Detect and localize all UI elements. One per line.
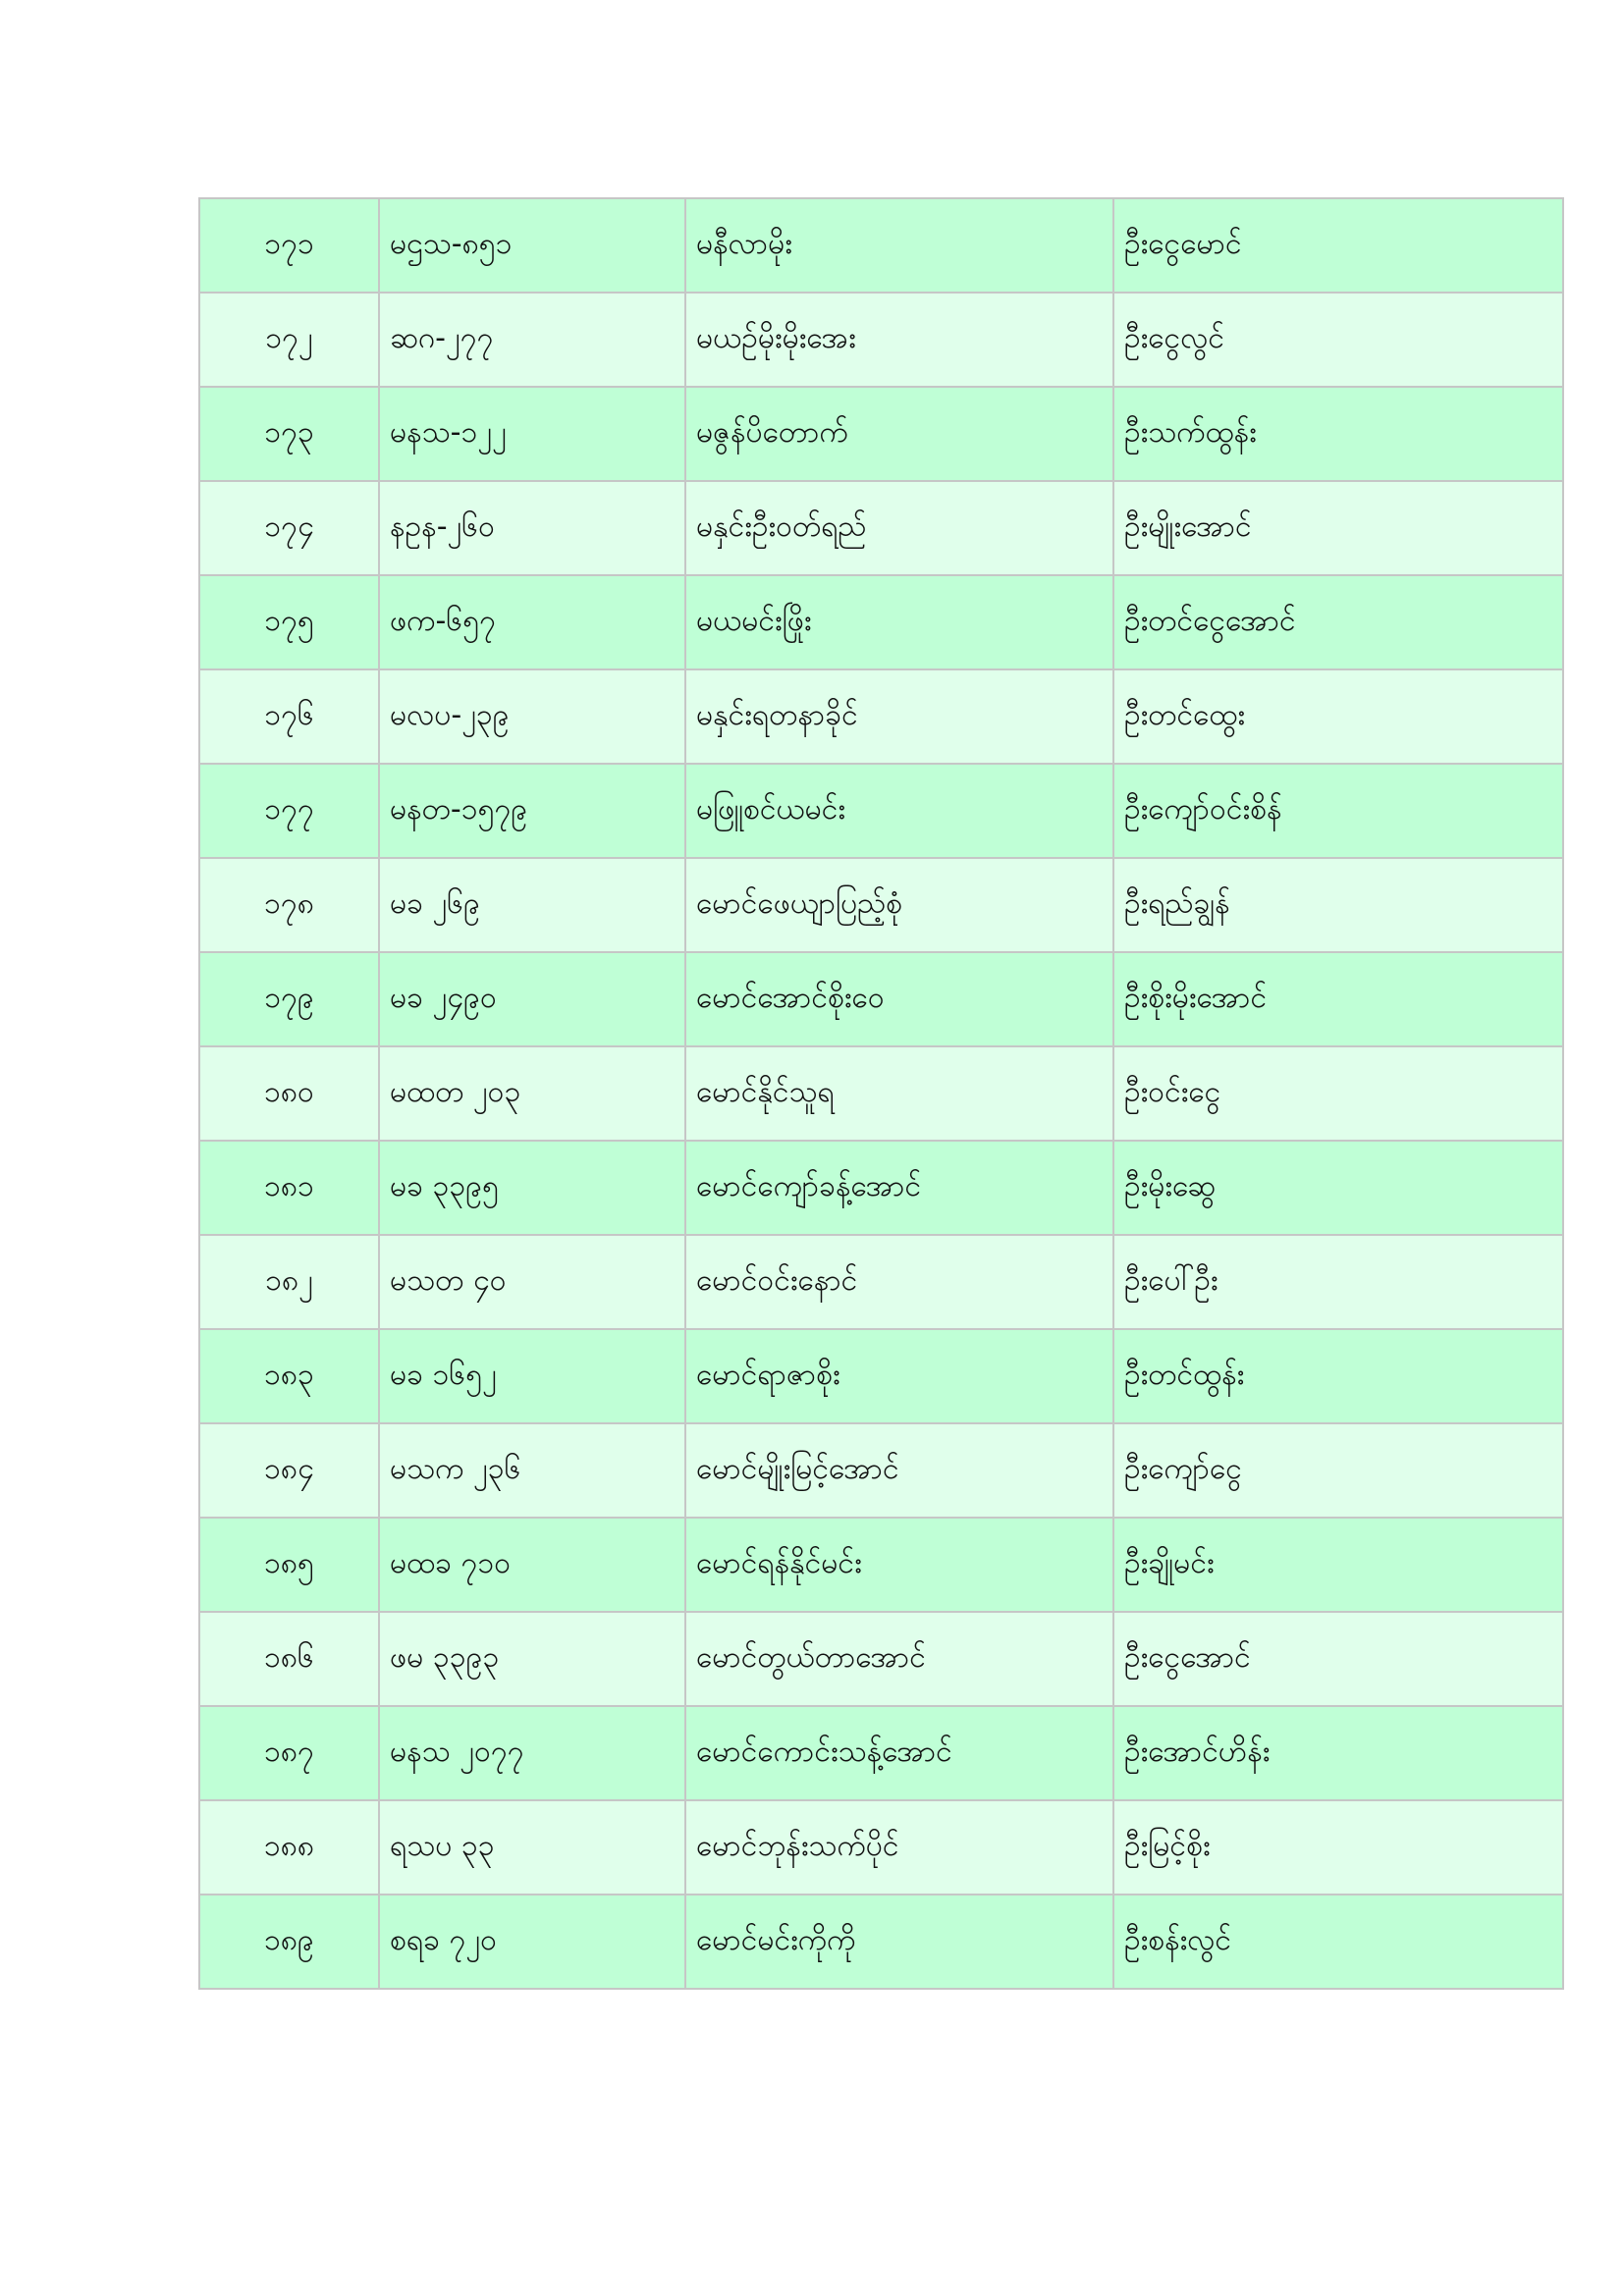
name-cell: မောင်ရန်နိုင်မင်း (685, 1518, 1113, 1612)
serial-number-cell: ၁၈၄ (199, 1423, 379, 1518)
id-code-cell: စရခ ၇၂၀ (379, 1895, 685, 1989)
serial-number-cell: ၁၈၈ (199, 1800, 379, 1895)
id-code-cell: မခ ၃၃၉၅ (379, 1141, 685, 1235)
id-code-cell: မနတ-၁၅၇၉ (379, 764, 685, 858)
serial-number-cell: ၁၇၅ (199, 575, 379, 669)
id-code-cell: မလပ-၂၃၉ (379, 669, 685, 764)
table-row (199, 1612, 1563, 1706)
serial-number-cell: ၁၈၂ (199, 1235, 379, 1329)
serial-number-cell: ၁၈၁ (199, 1141, 379, 1235)
father-name-cell: ဦးချိုမင်း (1113, 1518, 1563, 1612)
father-name-cell: ဦးတင်ငွေအောင် (1113, 575, 1563, 669)
father-name-cell: ဦးရည်ချွန် (1113, 858, 1563, 952)
serial-number-cell: ၁၇၇ (199, 764, 379, 858)
father-name-cell: ဦးသက်ထွန်း (1113, 387, 1563, 481)
father-name-cell: ဦးငွေလွင် (1113, 293, 1563, 387)
id-code-cell: ဖမ ၃၃၉၃ (379, 1612, 685, 1706)
name-cell: မောင်ဘုန်းသက်ပိုင် (685, 1800, 1113, 1895)
id-code-cell: မထခ ၇၁၀ (379, 1518, 685, 1612)
id-code-cell: မနသ ၂၀၇၇ (379, 1706, 685, 1800)
table-row (199, 1895, 1563, 1989)
id-code-cell: ဖက-၆၅၇ (379, 575, 685, 669)
table-row (199, 1706, 1563, 1800)
father-name-cell: ဦးမိုးဆွေ (1113, 1141, 1563, 1235)
father-name-cell: ဦးမျိုးအောင် (1113, 481, 1563, 575)
father-name-cell: ဦးကျော်ဝင်းစိန် (1113, 764, 1563, 858)
name-cell: မောင်ရာဇာစိုး (685, 1329, 1113, 1423)
serial-number-cell: ၁၇၆ (199, 669, 379, 764)
id-code-cell: မသတ ၄၀ (379, 1235, 685, 1329)
name-cell: မောင်အောင်စိုးဝေ (685, 952, 1113, 1046)
id-code-cell: မခ ၁၆၅၂ (379, 1329, 685, 1423)
name-cell: မောင်ကောင်းသန့်အောင် (685, 1706, 1113, 1800)
serial-number-cell: ၁၇၃ (199, 387, 379, 481)
table-row (199, 1046, 1563, 1141)
id-code-cell: မထတ ၂၀၃ (379, 1046, 685, 1141)
name-cell: မောင်နိုင်သူရ (685, 1046, 1113, 1141)
father-name-cell: ဦးပေါ်ဦး (1113, 1235, 1563, 1329)
id-code-cell: မနသ-၁၂၂ (379, 387, 685, 481)
father-name-cell: ဦးငွေအောင် (1113, 1612, 1563, 1706)
id-code-cell: မခ ၂၄၉၀ (379, 952, 685, 1046)
record-table (198, 197, 1564, 1990)
serial-number-cell: ၁၈၅ (199, 1518, 379, 1612)
name-cell: မောင်တွယ်တာအောင် (685, 1612, 1113, 1706)
name-cell: မောင်မင်းကိုကို (685, 1895, 1113, 1989)
father-name-cell: ဦးမြင့်စိုး (1113, 1800, 1563, 1895)
name-cell: မောင်ဝင်းနောင် (685, 1235, 1113, 1329)
father-name-cell: ဦးဝင်းငွေ (1113, 1046, 1563, 1141)
father-name-cell: ဦးအောင်ဟိန်း (1113, 1706, 1563, 1800)
table-row (199, 1423, 1563, 1518)
name-cell: မဖြူစင်ယမင်း (685, 764, 1113, 858)
serial-number-cell: ၁၇၂ (199, 293, 379, 387)
father-name-cell: ဦးတင်ထွေး (1113, 669, 1563, 764)
serial-number-cell: ၁၈၉ (199, 1895, 379, 1989)
serial-number-cell: ၁၈၀ (199, 1046, 379, 1141)
id-code-cell: ရသပ ၃၃ (379, 1800, 685, 1895)
name-cell: မယမင်းဖြိုး (685, 575, 1113, 669)
table-row (199, 952, 1563, 1046)
table-row (199, 1800, 1563, 1895)
table-row (199, 387, 1563, 481)
table-row (199, 858, 1563, 952)
name-cell: မောင်ဖေယျာပြည့်စုံ (685, 858, 1113, 952)
father-name-cell: ဦးစန်းလွင် (1113, 1895, 1563, 1989)
table-row (199, 1329, 1563, 1423)
table-row (199, 575, 1563, 669)
serial-number-cell: ၁၇၄ (199, 481, 379, 575)
serial-number-cell: ၁၈၆ (199, 1612, 379, 1706)
father-name-cell: ဦးတင်ထွန်း (1113, 1329, 1563, 1423)
table-row (199, 481, 1563, 575)
table-row (199, 1235, 1563, 1329)
id-code-cell: မဌသ-၈၅၁ (379, 198, 685, 293)
table-row (199, 1518, 1563, 1612)
id-code-cell: နဥန-၂၆၀ (379, 481, 685, 575)
table-row (199, 764, 1563, 858)
name-cell: မနီလာမိုး (685, 198, 1113, 293)
table-row (199, 198, 1563, 293)
name-cell: မနှင်းဦးဝတ်ရည် (685, 481, 1113, 575)
record-table-container (198, 197, 1562, 1990)
table-row (199, 669, 1563, 764)
father-name-cell: ဦးကျော်ငွေ (1113, 1423, 1563, 1518)
name-cell: မနှင်းရတနာခိုင် (685, 669, 1113, 764)
table-row (199, 293, 1563, 387)
name-cell: မဇွန်ပိတောက် (685, 387, 1113, 481)
father-name-cell: ဦးငွေမောင် (1113, 198, 1563, 293)
table-row (199, 1141, 1563, 1235)
serial-number-cell: ၁၇၈ (199, 858, 379, 952)
serial-number-cell: ၁၈၇ (199, 1706, 379, 1800)
serial-number-cell: ၁၇၁ (199, 198, 379, 293)
id-code-cell: မခ ၂၆၉ (379, 858, 685, 952)
record-table-body (199, 198, 1563, 1989)
id-code-cell: ဆဂ-၂၇၇ (379, 293, 685, 387)
name-cell: မောင်ကျော်ခန့်အောင် (685, 1141, 1113, 1235)
serial-number-cell: ၁၈၃ (199, 1329, 379, 1423)
id-code-cell: မသက ၂၃၆ (379, 1423, 685, 1518)
serial-number-cell: ၁၇၉ (199, 952, 379, 1046)
name-cell: မယဉ်မိုးမိုးအေး (685, 293, 1113, 387)
name-cell: မောင်မျိုးမြင့်အောင် (685, 1423, 1113, 1518)
father-name-cell: ဦးစိုးမိုးအောင် (1113, 952, 1563, 1046)
